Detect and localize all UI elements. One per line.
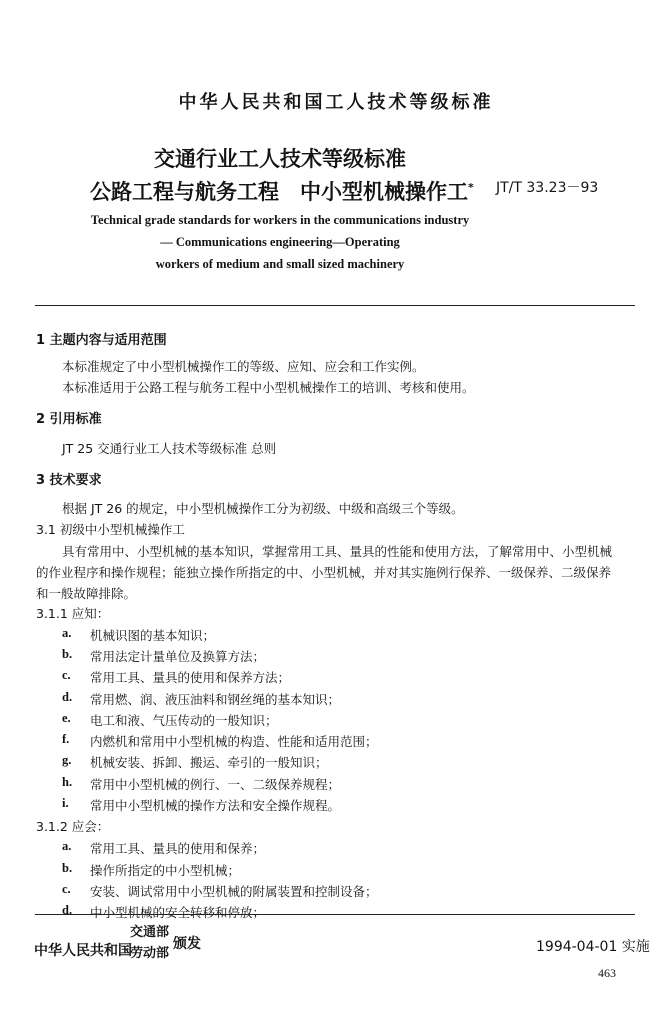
list-item-label: d. [62, 690, 73, 704]
english-title-line-3: workers of medium and small sized machinery [155, 257, 405, 271]
list-item: 中小型机械的安全转移和停放； [90, 905, 266, 920]
document-series-title: 中华人民共和国工人技术等级标准 [178, 92, 494, 113]
footer-divider [35, 914, 635, 915]
english-title-line-1: Technical grade standards for workers in the communications industry [90, 213, 470, 227]
list-item: 安装、调试常用中小型机械的附属装置和控制设备； [90, 884, 378, 899]
standard-title-line-2 [90, 176, 474, 206]
list-item: 操作所指定的中小型机械； [90, 863, 241, 878]
standard-title-line-1: 交通行业工人技术等级标准 [154, 147, 406, 171]
paragraph: 本标准适用于公路工程与航务工程中小型机械操作工的培训、考核和使用。 [62, 380, 475, 395]
body-line: 具有常用中、小型机械的基本知识，掌握常用工具、量具的性能和使用方法，了解常用中、小型机械 [62, 544, 613, 559]
body-line: 和一般故障排除。 [36, 586, 137, 601]
issuing-ministry: 劳动部 [130, 946, 170, 961]
standard-number: JT/T 33.23－93 [496, 180, 599, 196]
list-item-label: f. [62, 732, 70, 746]
header-divider [35, 305, 635, 306]
section-heading: 2 引用标准 [36, 412, 102, 427]
subsection-heading: 3.1.1 应知： [36, 606, 110, 621]
list-item: 常用中小型机械的例行、一、二级保养规程； [90, 777, 341, 792]
list-item: 电工和液、气压传动的一般知识； [90, 713, 278, 728]
paragraph: JT 25 交通行业工人技术等级标准 总则 [62, 441, 277, 456]
list-item-label: c. [62, 882, 71, 896]
english-title-line-2: — Communications engineering—Operating [160, 235, 400, 249]
list-item-label: a. [62, 626, 72, 640]
list-item-label: e. [62, 711, 71, 725]
list-item-label: i. [62, 796, 69, 810]
section-heading: 3 技术要求 [36, 473, 102, 488]
title-footnote-mark: * [468, 181, 474, 194]
list-item-label: b. [62, 647, 73, 661]
subsection-heading: 3.1.2 应会： [36, 819, 110, 834]
list-item-label: b. [62, 861, 73, 875]
list-item: 内燃机和常用中小型机械的构造、性能和适用范围； [90, 734, 378, 749]
page-number: 463 [598, 966, 616, 980]
list-item-label: d. [62, 903, 73, 917]
list-item: 机械安装、拆卸、搬运、牵引的一般知识； [90, 755, 328, 770]
list-item: 常用燃、润、液压油料和钢丝绳的基本知识； [90, 692, 341, 707]
list-item-label: h. [62, 775, 73, 789]
body-line: 的作业程序和操作规程；能独立操作所指定的中、小型机械，并对其实施例行保养、一级保养、二级保养 [36, 565, 612, 580]
issue-word: 颁发 [173, 936, 201, 952]
list-item: 机械识图的基本知识； [90, 628, 216, 643]
effective-date: 1994-04-01 实施 [536, 939, 650, 955]
issuer-country: 中华人民共和国 [34, 943, 132, 959]
paragraph: 本标准规定了中小型机械操作工的等级、应知、应会和工作实例。 [62, 359, 425, 374]
list-item: 常用工具、量具的使用和保养方法； [90, 670, 291, 685]
list-item-label: c. [62, 668, 71, 682]
issuing-ministry: 交通部 [130, 925, 170, 940]
list-item-label: a. [62, 839, 72, 853]
list-item: 常用工具、量具的使用和保养； [90, 841, 266, 856]
list-item-label: g. [62, 753, 72, 767]
standard-title-text: 公路工程与航务工程 中小型机械操作工 [90, 180, 468, 204]
subsection-heading: 3.1 初级中小型机械操作工 [36, 522, 185, 537]
paragraph: 根据 JT 26 的规定，中小型机械操作工分为初级、中级和高级三个等级。 [62, 501, 464, 516]
section-heading: 1 主题内容与适用范围 [36, 333, 167, 348]
list-item: 常用法定计量单位及换算方法； [90, 649, 266, 664]
list-item: 常用中小型机械的操作方法和安全操作规程。 [90, 798, 341, 813]
